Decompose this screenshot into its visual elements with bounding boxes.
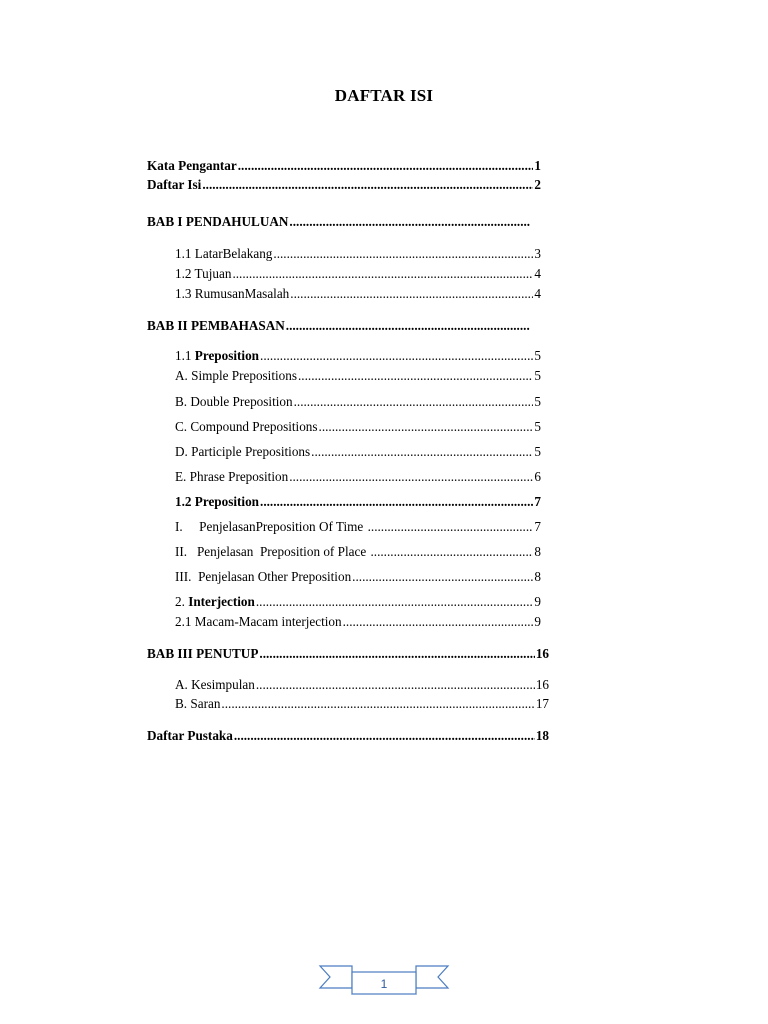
toc-entry-number: 1.1 <box>175 348 195 363</box>
toc-entry-page: 8 <box>534 544 541 559</box>
toc-entry-number: 2. <box>175 594 189 609</box>
toc-entry-label: I. PenjelasanPreposition Of Time <box>175 519 367 534</box>
toc-leader-dots <box>298 368 533 384</box>
toc-leader-dots <box>256 677 535 693</box>
toc-leader-dots <box>273 246 533 262</box>
toc-entry-e[interactable] <box>175 469 541 485</box>
toc-entry-2-1[interactable] <box>175 348 541 364</box>
toc-entry-page: 16 <box>535 646 549 661</box>
toc-entry-a[interactable] <box>175 368 541 384</box>
toc-leader-dots <box>343 614 534 630</box>
toc-entry-label: III. Penjelasan Other Preposition <box>175 569 352 584</box>
toc-entry-2-2[interactable] <box>175 494 541 510</box>
toc-leader-dots <box>319 419 534 435</box>
toc-entry-label: E. Phrase Preposition <box>175 469 289 484</box>
toc-entry-iii[interactable] <box>175 569 541 585</box>
toc-entry-ii[interactable] <box>175 544 541 560</box>
toc-leader-dots <box>260 348 533 364</box>
toc-entry-saran[interactable] <box>175 696 549 712</box>
toc-entry-label: 1.2 Preposition <box>175 494 260 509</box>
toc-entry-page: 8 <box>534 569 541 584</box>
toc-entry-label: 1.2 Tujuan <box>175 266 232 281</box>
toc-leader-dots <box>221 696 534 712</box>
toc-leader-dots <box>286 318 530 334</box>
toc-leader-dots <box>289 214 530 230</box>
toc-leader-dots <box>202 177 533 193</box>
toc-entry-page: 9 <box>534 614 541 629</box>
toc-leader-dots <box>232 266 533 282</box>
toc-entry-label: 2.1 Macam-Macam interjection <box>175 614 342 629</box>
toc-leader-dots <box>290 286 533 302</box>
toc-leader-dots <box>370 544 533 560</box>
page-title: DAFTAR ISI <box>334 86 434 105</box>
toc-entry-bab-1[interactable] <box>147 214 531 230</box>
toc-entry-label: 1.1 LatarBelakang <box>175 246 273 261</box>
toc-entry-label: Daftar Pustaka <box>147 728 233 743</box>
toc-entry-page: 4 <box>534 286 541 301</box>
toc-entry-page: 6 <box>534 469 541 484</box>
footer-page-ribbon <box>316 960 452 1000</box>
toc-entry-label: Daftar Isi <box>147 177 202 192</box>
toc-entry-1-3[interactable] <box>175 286 541 302</box>
toc-entry-bold-title: Interjection <box>188 594 255 609</box>
toc-entry-page: 17 <box>535 696 549 711</box>
toc-entry-bold-title: Preposition <box>194 348 260 363</box>
toc-entry-2[interactable] <box>175 594 541 610</box>
toc-entry-2-1-macam[interactable] <box>175 614 541 630</box>
toc-entry-label: B. Saran <box>175 696 221 711</box>
toc-entry-page: 4 <box>534 266 541 281</box>
toc-entry-d[interactable] <box>175 444 541 460</box>
toc-entry-c[interactable] <box>175 419 541 435</box>
toc-entry-page: 5 <box>534 394 541 409</box>
toc-entry-label: D. Participle Prepositions <box>175 444 311 459</box>
toc-entry-label: II. Penjelasan Preposition of Place <box>175 544 370 559</box>
toc-entry-label: BAB II PEMBAHASAN <box>147 318 285 333</box>
toc-leader-dots <box>259 646 534 662</box>
toc-entry-label: B. Double Preposition <box>175 394 293 409</box>
toc-entry-page: 5 <box>534 419 541 434</box>
toc-entry-page: 3 <box>534 246 541 261</box>
toc-entry-label <box>175 594 255 610</box>
toc-entry-label: Kata Pengantar <box>147 158 237 173</box>
toc-entry-label: 1.3 RumusanMasalah <box>175 286 290 301</box>
toc-entry-label: C. Compound Prepositions <box>175 419 318 434</box>
toc-leader-dots <box>289 469 533 485</box>
toc-leader-dots <box>256 594 534 610</box>
toc-entry-label <box>175 348 259 364</box>
toc-entry-daftar-pustaka[interactable] <box>147 728 549 744</box>
toc-leader-dots <box>260 494 533 510</box>
toc-entry-kata-pengantar[interactable] <box>147 158 541 174</box>
toc-leader-dots <box>311 444 533 460</box>
toc-entry-i[interactable] <box>175 519 541 535</box>
toc-entry-label: A. Kesimpulan <box>175 677 255 692</box>
toc-leader-dots <box>368 519 534 535</box>
toc-entry-daftar-isi[interactable] <box>147 177 541 193</box>
toc-entry-label: BAB III PENUTUP <box>147 646 259 661</box>
toc-entry-b[interactable] <box>175 394 541 410</box>
toc-entry-page: 7 <box>534 519 541 534</box>
toc-leader-dots <box>234 728 535 744</box>
toc-entry-kesimpulan[interactable] <box>175 677 549 693</box>
toc-entry-label: A. Simple Prepositions <box>175 368 297 383</box>
toc-entry-page: 1 <box>534 158 541 173</box>
toc-entry-1-1[interactable] <box>175 246 541 262</box>
toc-leader-dots <box>238 158 534 174</box>
toc-entry-page: 5 <box>534 444 541 459</box>
toc-entry-page: 2 <box>534 177 541 192</box>
toc-entry-page: 16 <box>535 677 549 692</box>
toc-leader-dots <box>352 569 533 585</box>
toc-entry-1-2[interactable] <box>175 266 541 282</box>
toc-entry-bab-3[interactable] <box>147 646 549 662</box>
toc-entry-page: 9 <box>534 594 541 609</box>
toc-entry-page: 7 <box>534 494 541 509</box>
toc-leader-dots <box>294 394 534 410</box>
toc-entry-page: 5 <box>534 348 541 363</box>
page-number: 1 <box>380 977 388 991</box>
toc-entry-page: 5 <box>534 368 541 383</box>
toc-entry-label: BAB I PENDAHULUAN <box>147 214 289 229</box>
toc-entry-page: 18 <box>535 728 549 743</box>
toc-entry-bab-2[interactable] <box>147 318 531 334</box>
